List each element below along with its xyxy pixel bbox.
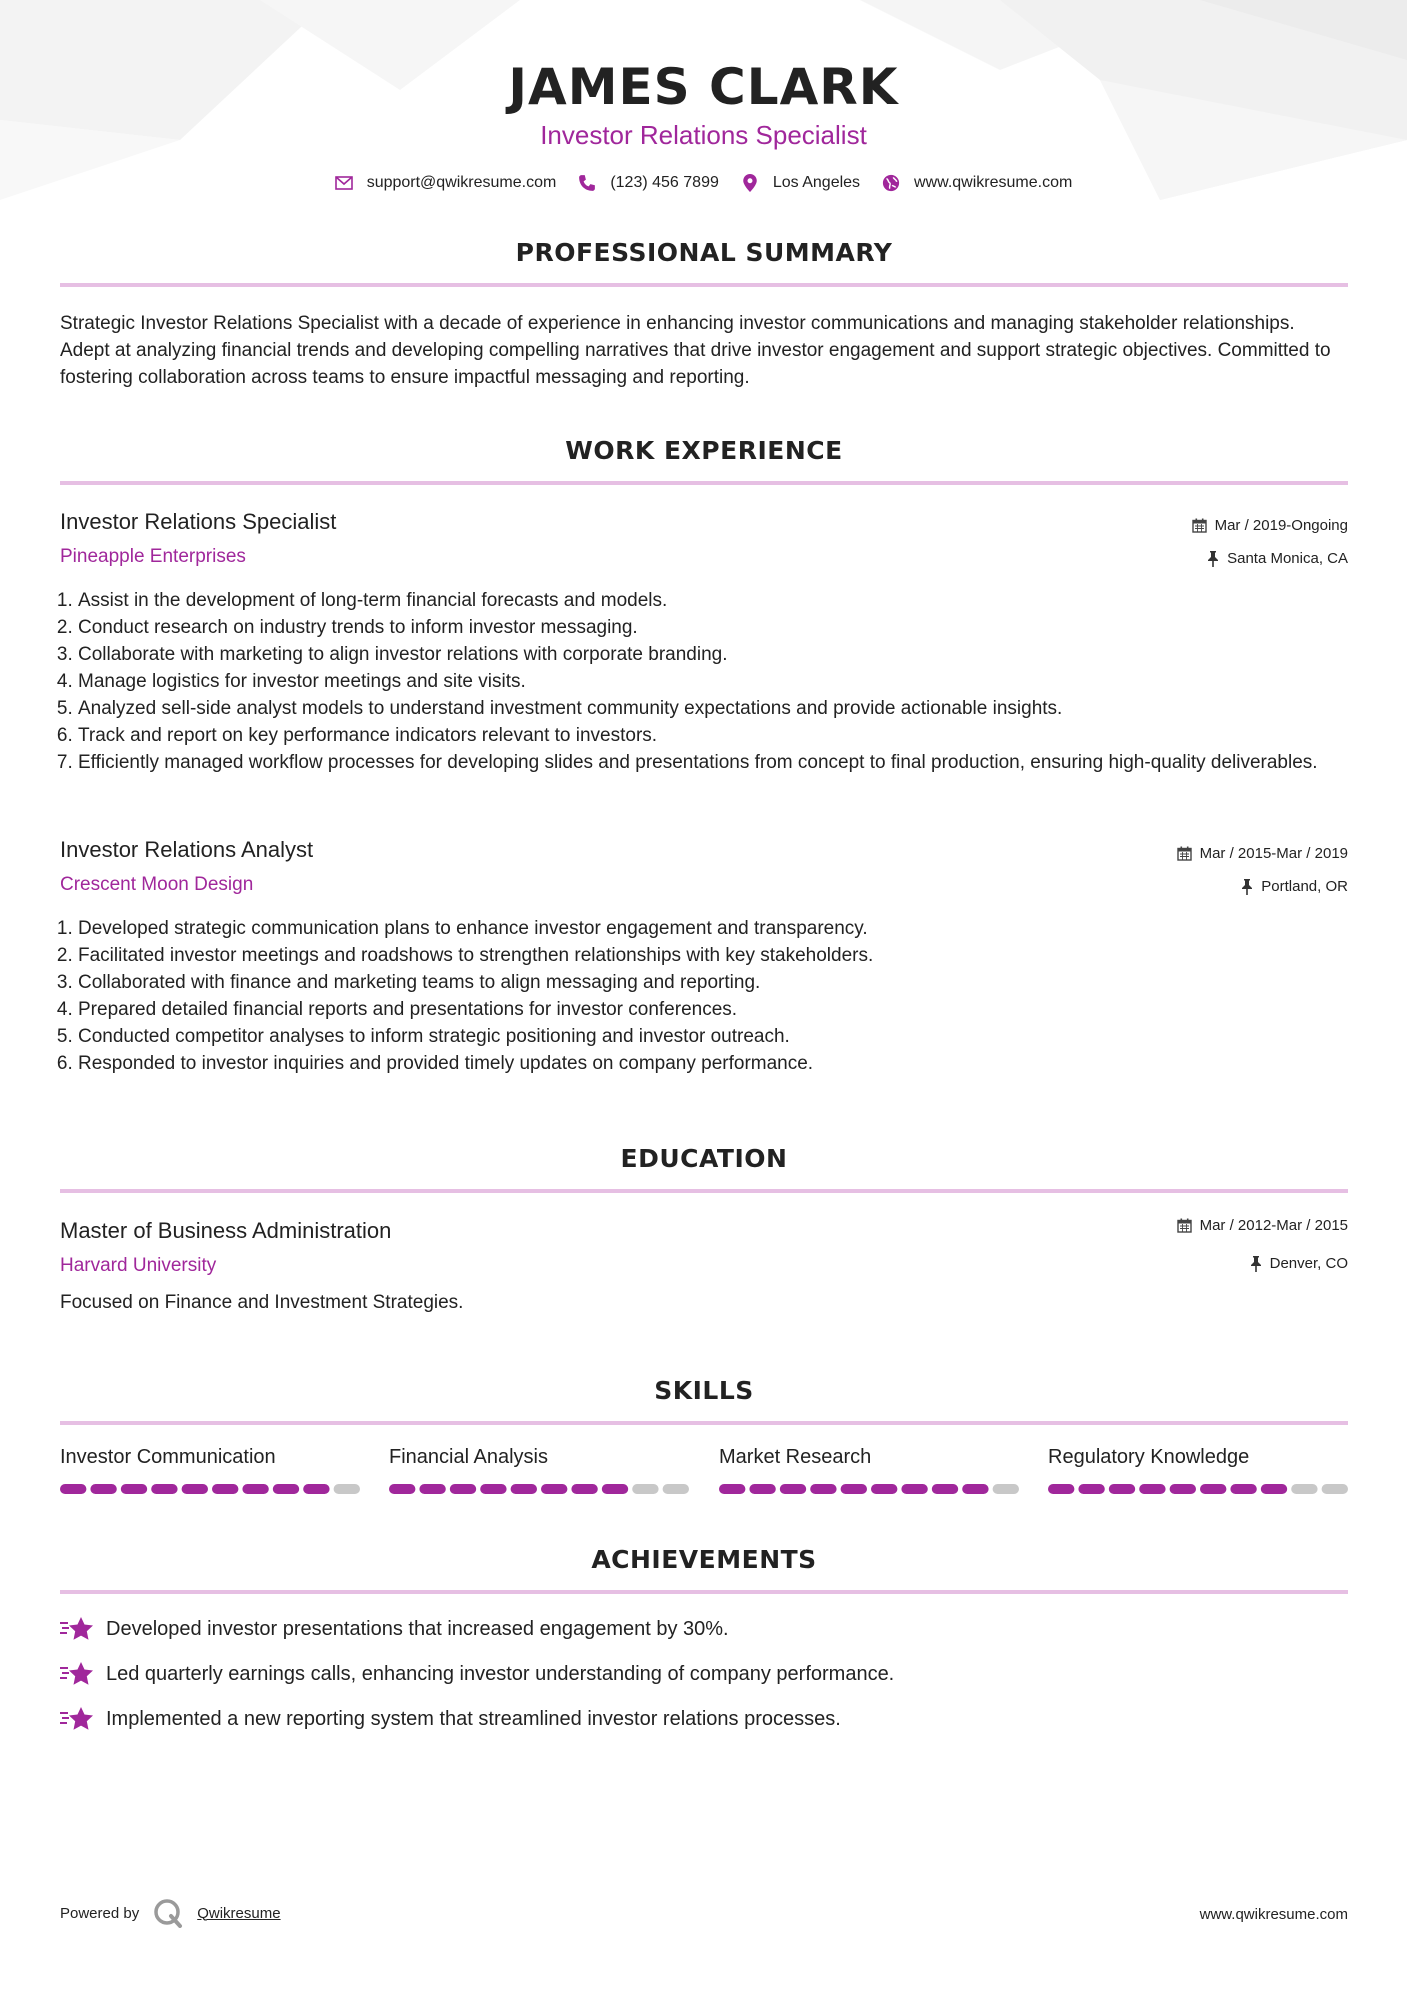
job-dates xyxy=(1177,845,1348,862)
education-location-text: Denver, CO xyxy=(1269,1255,1348,1272)
skill-segment-filled xyxy=(60,1484,86,1494)
skills-grid xyxy=(60,1446,1348,1506)
contact-website[interactable] xyxy=(882,174,1072,192)
skill-segment-filled xyxy=(242,1484,268,1494)
job-title: Investor Relations Analyst xyxy=(60,837,314,862)
contact-location xyxy=(741,174,860,192)
duty-item: 1. Assist in the development of long-term financial forecasts and models. xyxy=(78,587,1358,614)
skill-segment-filled xyxy=(719,1484,745,1494)
skill-segment-filled xyxy=(1170,1484,1196,1494)
skill-segment-empty xyxy=(632,1484,658,1494)
contact-bar xyxy=(0,174,1407,192)
skill-segment-filled xyxy=(901,1484,927,1494)
skill-level-bar xyxy=(1048,1484,1348,1494)
skill-segment-filled xyxy=(841,1484,867,1494)
skill-item xyxy=(389,1446,689,1472)
achievements-divider xyxy=(60,1590,1348,1594)
skill-name: Financial Analysis xyxy=(389,1446,548,1468)
experience-heading: WORK EXPERIENCE xyxy=(565,436,843,465)
skill-segment-empty xyxy=(1322,1484,1348,1494)
duty-item: 5. Analyzed sell-side analyst models to understand investment community expectations and provide actionable insights. xyxy=(78,695,1358,722)
envelope-icon xyxy=(335,174,353,192)
job-duties xyxy=(60,587,1358,776)
job-company: Crescent Moon Design xyxy=(60,874,254,895)
job-location xyxy=(1241,878,1348,895)
duty-item: 6. Responded to investor inquiries and provided timely updates on company performance. xyxy=(78,1050,1358,1077)
education-description: Focused on Finance and Investment Strategies. xyxy=(60,1292,464,1313)
skill-segment-filled xyxy=(780,1484,806,1494)
job-dates-text: Mar / 2019-Ongoing xyxy=(1214,517,1348,534)
duty-item: 3. Collaborate with marketing to align investor relations with corporate branding. xyxy=(78,641,1358,668)
achievement-text: Led quarterly earnings calls, enhancing investor understanding of company performance. xyxy=(106,1662,895,1685)
qwikresume-logo-icon xyxy=(153,1898,183,1928)
education-school: Harvard University xyxy=(60,1255,217,1276)
skill-segment-filled xyxy=(1230,1484,1256,1494)
achievement-item xyxy=(60,1616,729,1642)
skill-segment-filled xyxy=(571,1484,597,1494)
globe-icon xyxy=(882,174,900,192)
candidate-name: JAMES CLARK xyxy=(508,58,899,116)
skill-level-bar xyxy=(719,1484,1019,1494)
skill-segment-filled xyxy=(1261,1484,1287,1494)
calendar-icon xyxy=(1192,518,1207,533)
job-location-text: Portland, OR xyxy=(1261,878,1348,895)
summary-text: Strategic Investor Relations Specialist with a decade of experience in enhancing investor communications and managing stakeholder relationships. Adept at analyzing financial trends and developing compelling narratives that drive investor engagement and support strategic objectives. Committed to fostering collaboration across teams to ensure impactful messaging and reporting. xyxy=(60,313,1331,388)
job-dates-text: Mar / 2015-Mar / 2019 xyxy=(1199,845,1348,862)
skill-segment-filled xyxy=(1048,1484,1074,1494)
star-icon xyxy=(60,1616,94,1642)
candidate-role: Investor Relations Specialist xyxy=(540,120,867,150)
duty-item: 3. Collaborated with finance and marketing teams to align messaging and reporting. xyxy=(78,969,1358,996)
skill-segment-filled xyxy=(121,1484,147,1494)
job-dates xyxy=(1192,517,1348,534)
skill-segment-empty xyxy=(1291,1484,1317,1494)
contact-email-text: support@qwikresume.com xyxy=(366,174,557,191)
star-icon xyxy=(60,1706,94,1732)
phone-icon xyxy=(578,174,596,192)
skill-segment-filled xyxy=(90,1484,116,1494)
duty-item: 6. Track and report on key performance indicators relevant to investors. xyxy=(78,722,1358,749)
contact-location-text: Los Angeles xyxy=(772,174,861,191)
pushpin-icon xyxy=(1241,879,1253,895)
pushpin-icon xyxy=(1207,551,1219,567)
skill-segment-filled xyxy=(749,1484,775,1494)
education-divider xyxy=(60,1189,1348,1193)
skill-segment-filled xyxy=(182,1484,208,1494)
skill-segment-filled xyxy=(962,1484,988,1494)
achievement-item xyxy=(60,1706,841,1732)
skill-segment-filled xyxy=(871,1484,897,1494)
calendar-icon xyxy=(1177,846,1192,861)
contact-phone-text: (123) 456 7899 xyxy=(610,174,719,191)
skill-segment-filled xyxy=(932,1484,958,1494)
contact-email[interactable] xyxy=(335,174,557,192)
skill-item xyxy=(719,1446,1019,1472)
skill-name: Regulatory Knowledge xyxy=(1048,1446,1250,1468)
skill-segment-filled xyxy=(602,1484,628,1494)
job-company: Pineapple Enterprises xyxy=(60,546,246,567)
education-heading: EDUCATION xyxy=(620,1144,788,1173)
skill-segment-filled xyxy=(810,1484,836,1494)
job-location-text: Santa Monica, CA xyxy=(1227,550,1348,567)
skill-name: Market Research xyxy=(719,1446,872,1468)
skill-segment-filled xyxy=(1200,1484,1226,1494)
skill-level-bar xyxy=(60,1484,360,1494)
achievement-text: Implemented a new reporting system that streamlined investor relations processes. xyxy=(106,1707,841,1730)
skill-segment-filled xyxy=(1139,1484,1165,1494)
skill-segment-filled xyxy=(480,1484,506,1494)
education-location xyxy=(1250,1255,1348,1272)
skill-segment-empty xyxy=(663,1484,689,1494)
brand-link[interactable]: Qwikresume xyxy=(197,1904,281,1922)
summary-divider xyxy=(60,283,1348,287)
skill-segment-filled xyxy=(1109,1484,1135,1494)
calendar-icon xyxy=(1177,1218,1192,1233)
skill-segment-filled xyxy=(212,1484,238,1494)
skill-segment-filled xyxy=(511,1484,537,1494)
summary-heading: PROFESSIONAL SUMMARY xyxy=(515,238,893,267)
duty-item: 5. Conducted competitor analyses to inform strategic positioning and investor outreach. xyxy=(78,1023,1358,1050)
skill-level-bar xyxy=(389,1484,689,1494)
skills-divider xyxy=(60,1421,1348,1425)
skill-name: Investor Communication xyxy=(60,1446,276,1468)
job-duties xyxy=(60,915,1358,1077)
skill-segment-filled xyxy=(419,1484,445,1494)
star-icon xyxy=(60,1661,94,1687)
education-degree: Master of Business Administration xyxy=(60,1218,392,1243)
duty-item: 4. Manage logistics for investor meetings and site visits. xyxy=(78,668,1358,695)
skill-segment-filled xyxy=(1078,1484,1104,1494)
duty-item: 1. Developed strategic communication plans to enhance investor engagement and transparency. xyxy=(78,915,1358,942)
contact-phone[interactable] xyxy=(578,174,719,192)
achievement-item xyxy=(60,1661,894,1687)
skill-segment-filled xyxy=(541,1484,567,1494)
pushpin-icon xyxy=(1250,1256,1262,1272)
achievements-heading: ACHIEVEMENTS xyxy=(591,1545,817,1574)
job-location xyxy=(1207,550,1348,567)
experience-divider xyxy=(60,481,1348,485)
duty-item: 2. Conduct research on industry trends to inform investor messaging. xyxy=(78,614,1358,641)
skill-segment-filled xyxy=(273,1484,299,1494)
education-dates xyxy=(1177,1217,1348,1234)
education-dates-text: Mar / 2012-Mar / 2015 xyxy=(1199,1217,1348,1234)
map-pin-icon xyxy=(741,174,759,192)
footer-website[interactable]: www.qwikresume.com xyxy=(1199,1906,1348,1923)
duty-item: 2. Facilitated investor meetings and roadshows to strengthen relationships with key stakeholders. xyxy=(78,942,1358,969)
skill-item xyxy=(1048,1446,1348,1472)
duty-item: 4. Prepared detailed financial reports and presentations for investor conferences. xyxy=(78,996,1358,1023)
footer-powered-by xyxy=(60,1898,281,1928)
skill-segment-empty xyxy=(334,1484,360,1494)
skill-item xyxy=(60,1446,360,1472)
skill-segment-filled xyxy=(389,1484,415,1494)
job-title: Investor Relations Specialist xyxy=(60,509,337,534)
skill-segment-empty xyxy=(993,1484,1019,1494)
skill-segment-filled xyxy=(303,1484,329,1494)
duty-item: 7. Efficiently managed workflow processes for developing slides and presentations from concept to final production, ensuring high-quality deliverables. xyxy=(78,749,1358,776)
skill-segment-filled xyxy=(450,1484,476,1494)
achievement-text: Developed investor presentations that increased engagement by 30%. xyxy=(106,1617,729,1640)
skills-heading: SKILLS xyxy=(654,1376,754,1405)
contact-website-text: www.qwikresume.com xyxy=(914,174,1073,191)
skill-segment-filled xyxy=(151,1484,177,1494)
powered-by-label: Powered by xyxy=(60,1904,140,1922)
